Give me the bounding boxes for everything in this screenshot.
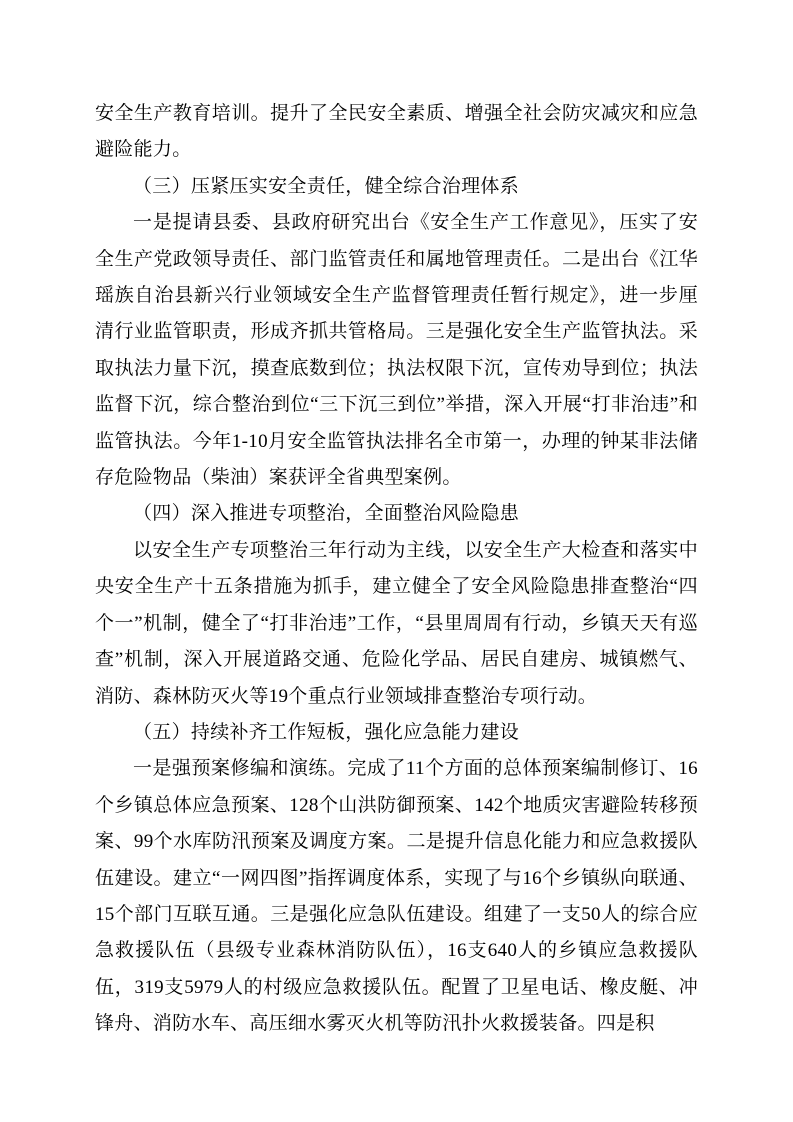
section-heading-4: （四）深入推进专项整治，全面整治风险隐患 (133, 503, 520, 525)
section-heading-5: （五）持续补齐工作短板，强化应急能力建设 (133, 721, 520, 743)
continuation-paragraph: 安全生产教育培训。提升了全民安全素质、增强全社会防灾减灾和应急避险能力。 (95, 103, 698, 161)
body-paragraph-section-5: 一是强预案修编和演练。完成了11个方面的总体预案编制修订、16个乡镇总体应急预案、128个山洪防御预案、142个地质灾害避险转移预案、99个水库防汛预案及调度方案。二是提升信息化能力和应急救援队伍建设。建立“一网四图”指挥调度体系，实现了与16个乡镇纵向联通、15个部门互联互通。三是强化应急队伍建设。组建了一支50人的综合应急救援队伍（县级专业森林消防队伍），16支640人的乡镇应急救援队伍，319支5979人的村级应急救援队伍。配置了卫星电话、橡皮艇、冲锋舟、消防水车、高压细水雾灭火机等防汛扑火救援装备。四是积 (95, 758, 698, 1035)
body-paragraph-section-4: 以安全生产专项整治三年行动为主线，以安全生产大检查和落实中央安全生产十五条措施为抓手，建立健全了安全风险隐患排查整治“四个一”机制，健全了“打非治违”工作，“县里周周有行动，乡镇天天有巡查”机制，深入开展道路交通、危险化学品、居民自建房、城镇燃气、消防、森林防灭火等19个重点行业领域排查整治专项行动。 (95, 539, 698, 707)
body-paragraph-section-3: 一是提请县委、县政府研究出台《安全生产工作意见》，压实了安全生产党政领导责任、部门监管责任和属地管理责任。二是出台《江华瑶族自治县新兴行业领域安全生产监督管理责任暂行规定》，进一步厘清行业监管职责，形成齐抓共管格局。三是强化安全生产监管执法。采取执法力量下沉，摸查底数到位；执法权限下沉，宣传劝导到位；执法监督下沉，综合整治到位“三下沉三到位”举措，深入开展“打非治违”和监管执法。今年1-10月安全监管执法排名全市第一，办理的钟某非法储存危险物品（柴油）案获评全省典型案例。 (95, 212, 698, 489)
section-heading-3: （三）压紧压实安全责任，健全综合治理体系 (133, 175, 520, 197)
